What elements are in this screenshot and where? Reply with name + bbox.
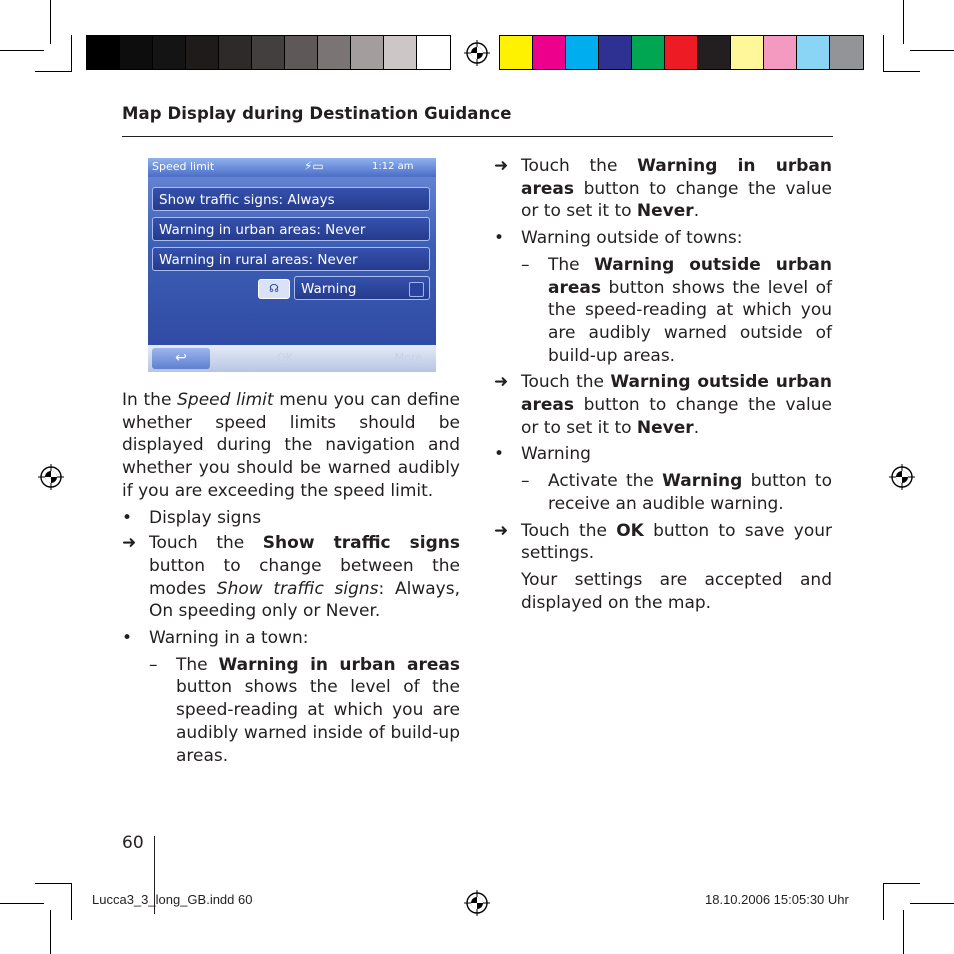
grey-swatch: [318, 36, 351, 69]
list-item: ➜ Touch the Warning outside urban areas button to change the value or to set it to Never.: [494, 372, 833, 438]
registration-mark-icon: [889, 464, 915, 490]
list-item: – The Warning outside urban areas button shows the level of the speed-reading at which you are audibly warned outside of build-up areas.: [521, 254, 832, 366]
color-swatch: [566, 36, 599, 69]
speed-limit-screenshot: [148, 158, 436, 372]
color-swatch: [731, 36, 764, 69]
grey-swatch: [186, 36, 219, 69]
right-arrow-icon: ➜: [494, 372, 509, 393]
bullet-icon: •: [122, 628, 133, 649]
bullet-icon: •: [494, 228, 505, 249]
crop-mark: [903, 910, 904, 954]
list-item: ➜ Touch the Warning in urban areas button to change the value or to set it to Never.: [494, 156, 833, 222]
en-dash-icon: –: [521, 471, 530, 492]
crop-mark: [883, 883, 920, 884]
crop-mark: [910, 50, 954, 51]
warning-urban-areas-button[interactable]: Warning in urban areas: Never: [152, 217, 430, 241]
crop-mark: [71, 883, 72, 920]
crop-mark: [883, 35, 884, 72]
left-column: [122, 389, 460, 767]
list-item: • Warning outside of towns:: [494, 228, 743, 249]
page-number: 60: [122, 833, 144, 853]
warning-button-label: Warning: [301, 281, 357, 297]
show-traffic-signs-button[interactable]: Show traffic signs: Always: [152, 187, 430, 211]
list-item: ➜ Touch the Show traffic signs button to change between the modes Show traffic signs: Always, On speeding only or Never.: [122, 533, 461, 622]
right-arrow-icon: ➜: [122, 533, 137, 554]
en-dash-icon: –: [149, 654, 158, 675]
crop-mark: [0, 903, 44, 904]
crop-mark: [50, 910, 51, 954]
warning-rural-areas-button[interactable]: Warning in rural areas: Never: [152, 247, 430, 271]
grey-swatch: [285, 36, 318, 69]
grey-swatch: [417, 36, 450, 69]
color-swatch: [797, 36, 830, 69]
screen-bottom-bar: [148, 345, 436, 372]
crop-mark: [883, 883, 884, 920]
grey-calibration-bar: [86, 35, 451, 70]
warning-button[interactable]: [294, 276, 430, 300]
battery-icon: ⚡▭: [304, 159, 324, 173]
speaker-icon: ☊: [258, 279, 290, 299]
grey-swatch: [219, 36, 252, 69]
bullet-icon: •: [122, 507, 133, 528]
color-calibration-bar: [499, 35, 864, 70]
list-item: ➜ Touch the OK button to save your settings.: [494, 520, 832, 564]
right-column: [494, 155, 832, 614]
page-title: Map Display during Destination Guidance: [122, 104, 512, 123]
list-item: – The Warning in urban areas button shows the level of the speed-reading at which you are audibly warned inside of build-up areas.: [149, 654, 460, 766]
list-item: • Display signs: [122, 507, 262, 528]
list-item: • Warning in a town:: [122, 628, 309, 649]
crop-mark: [910, 903, 954, 904]
screen-title-bar: [148, 158, 436, 177]
back-arrow-icon[interactable]: ↩: [152, 348, 210, 369]
crop-mark: [0, 50, 44, 51]
color-swatch: [599, 36, 632, 69]
list-item: • Warning: [494, 444, 591, 465]
warning-checkbox[interactable]: [409, 282, 424, 297]
color-swatch: [764, 36, 797, 69]
registration-mark-icon: [464, 890, 490, 916]
registration-mark-icon: [464, 40, 490, 66]
intro-paragraph: In the Speed limit menu you can define whether speed limits should be displayed during the navigation and whether you should be warned audibly if you are exceeding the speed limit.: [122, 390, 460, 501]
color-swatch: [698, 36, 731, 69]
crop-mark: [71, 35, 72, 72]
crop-mark: [883, 71, 920, 72]
grey-swatch: [351, 36, 384, 69]
en-dash-icon: –: [521, 254, 530, 275]
more-button[interactable]: More: [394, 351, 422, 364]
right-arrow-icon: ➜: [494, 520, 509, 541]
color-swatch: [632, 36, 665, 69]
grey-swatch: [384, 36, 417, 69]
closing-paragraph: Your settings are accepted and displayed on the map.: [521, 569, 832, 613]
bullet-icon: •: [494, 444, 505, 465]
screen-title: Speed limit: [152, 160, 215, 173]
crop-mark: [35, 71, 72, 72]
slug-timestamp: 18.10.2006 15:05:30 Uhr: [705, 892, 849, 907]
grey-swatch: [252, 36, 285, 69]
registration-mark-icon: [38, 464, 64, 490]
list-item: – Activate the Warning button to receive an audible warning.: [521, 471, 832, 514]
color-swatch: [665, 36, 698, 69]
color-swatch: [500, 36, 533, 69]
screen-time: 1:12 am: [372, 161, 414, 172]
crop-mark: [903, 0, 904, 44]
crop-mark: [50, 0, 51, 44]
ok-button[interactable]: OK: [277, 351, 293, 364]
slug-file: Lucca3_3_long_GB.indd 60: [92, 892, 253, 907]
grey-swatch: [120, 36, 153, 69]
grey-swatch: [87, 36, 120, 69]
crop-mark: [35, 883, 72, 884]
header-rule: [122, 136, 833, 137]
grey-swatch: [153, 36, 186, 69]
color-swatch: [830, 36, 863, 69]
color-swatch: [533, 36, 566, 69]
right-arrow-icon: ➜: [494, 156, 509, 176]
